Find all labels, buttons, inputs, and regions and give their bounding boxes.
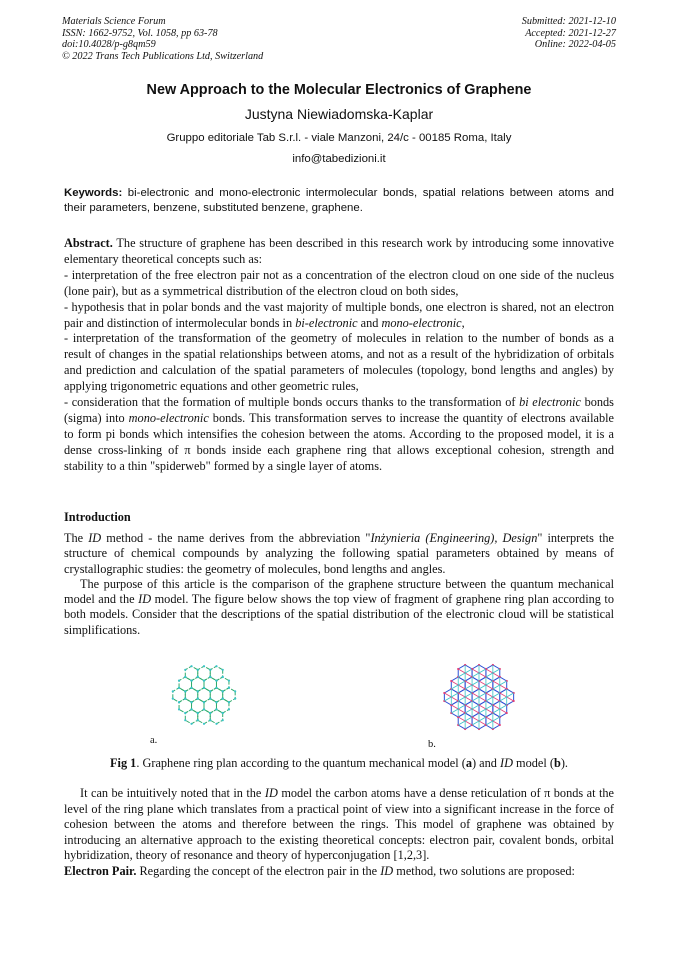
- caption-label: Fig 1: [110, 756, 137, 770]
- carbon-atom: [203, 665, 205, 667]
- carbon-atom: [190, 687, 192, 689]
- carbon-atom: [222, 669, 224, 671]
- carbon-atom: [184, 690, 186, 692]
- carbon-atom: [203, 723, 205, 725]
- caption-text: . Graphene ring plan according to the quantum mechanical model (: [136, 756, 466, 770]
- keywords-text: bi-electronic and mono-electronic intermolecular bonds, spatial relations between atoms and their parameters, benzene, substituted benzene, graphene.: [64, 187, 614, 214]
- figure-caption: [0, 756, 678, 771]
- abstract-term: bi electronic: [519, 395, 581, 410]
- abstract-point: - interpretation of the free electron pair not as a concentration of the electron cloud on one side of the nucleus (lone pair), but as a symmetrical distribution of the electron cloud on both sides,: [64, 267, 614, 298]
- caption-text: model (: [512, 756, 554, 770]
- caption-text: ).: [560, 756, 568, 770]
- figure-a-label: a.: [150, 735, 158, 746]
- carbon-atom: [172, 690, 174, 692]
- accepted-date: Accepted: 2021-12-27: [525, 27, 616, 39]
- carbon-atom: [203, 680, 205, 682]
- intro-text: " interprets the structure of chemical compounds by analyzing the following spatial parameters obtained by means of crystallographic studies: the geometry of molecules, bond lengths and angles.: [64, 531, 614, 576]
- carbon-atom: [228, 680, 230, 682]
- carbon-atom: [197, 712, 199, 714]
- hexagon-ring: [223, 688, 235, 702]
- carbon-atom: [234, 698, 236, 700]
- carbon-atom: [209, 719, 211, 721]
- figure-b-id-lattice: [436, 652, 522, 742]
- body-term: ID: [380, 863, 394, 878]
- intro-term: ID: [138, 592, 152, 607]
- abstract-text: The structure of graphene has been described in this research work by introducing some innovative elementary theoretical concepts such as:: [64, 236, 614, 266]
- intro-term: ID: [88, 531, 102, 545]
- caption-ref: b: [553, 756, 561, 770]
- body-paragraph: [64, 786, 614, 864]
- carbon-atom: [190, 723, 192, 725]
- carbon-atom: [228, 687, 230, 689]
- intro-paragraph: [64, 577, 614, 638]
- abstract-intro: [64, 236, 614, 268]
- introduction-body: [64, 531, 614, 638]
- carbon-atom: [178, 680, 180, 682]
- body-paragraph: [64, 864, 614, 880]
- journal-copyright: © 2022 Trans Tech Publications Ltd, Switzerland: [62, 50, 264, 62]
- carbon-atom: [209, 669, 211, 671]
- carbon-atom: [184, 676, 186, 678]
- carbon-atom: [178, 701, 180, 703]
- carbon-atom: [215, 701, 217, 703]
- journal-name: Materials Science Forum: [62, 16, 166, 27]
- carbon-atom: [197, 669, 199, 671]
- abstract-term: mono-electronic: [381, 315, 462, 330]
- carbon-atom: [215, 680, 217, 682]
- body-text-span: method, two solutions are proposed:: [393, 863, 575, 878]
- intro-term: Inżynieria (Engineering), Design: [370, 531, 538, 545]
- keywords-label: Keywords:: [64, 187, 123, 199]
- figure-b-label: b.: [428, 739, 436, 750]
- body-text-span: It can be intuitively noted that in the: [80, 786, 265, 800]
- abstract-point: [64, 395, 614, 475]
- carbon-atom: [209, 676, 211, 678]
- intro-text: The: [64, 531, 89, 545]
- caption-term: ID: [500, 756, 513, 770]
- abstract-text: and: [357, 315, 382, 330]
- carbon-atom: [197, 698, 199, 700]
- carbon-atom: [190, 708, 192, 710]
- intro-text: method - the name derives from the abbreviation ": [101, 531, 371, 545]
- carbon-atom: [184, 719, 186, 721]
- carbon-atom: [222, 690, 224, 692]
- introduction-heading: Introduction: [64, 510, 131, 524]
- carbon-atom: [197, 690, 199, 692]
- carbon-atom: [172, 698, 174, 700]
- carbon-atom: [197, 719, 199, 721]
- figure-a-graphene-lattice: [158, 654, 250, 736]
- abstract-point: [64, 300, 614, 332]
- caption-text: ) and: [472, 756, 500, 770]
- carbon-atom: [215, 665, 217, 667]
- body-text-span: Regarding the concept of the electron pair in the: [136, 863, 381, 878]
- carbon-atom: [209, 690, 211, 692]
- abstract-text: - consideration that the formation of multiple bonds occurs thanks to the transformation of: [64, 395, 520, 410]
- caption-ref: a: [465, 756, 472, 770]
- abstract-text: ,: [461, 315, 465, 330]
- carbon-atom: [215, 687, 217, 689]
- abstract-point: - interpretation of the transformation of the geometry of molecules in relation to the number of bonds as a result of changes in the spatial relationships between atoms, and not as a result of the hybridization of orbitals and prediction and calculation of the spatial parameters of molecules (topology, bond lengths and angles) by applying trigonometric equations and other geometric rules,: [64, 331, 614, 394]
- section-label: Electron Pair.: [64, 863, 137, 878]
- journal-issn: ISSN: 1662-9752, Vol. 1058, pp 63-78: [62, 27, 218, 39]
- carbon-atom: [228, 708, 230, 710]
- abstract-term: mono-electronic: [128, 410, 209, 425]
- intro-text: model. The figure below shows the top view of fragment of graphene ring plan according to both models. Consider that the descriptions of the spatial distribution of the electronic cloud will be statistical simplifications.: [64, 592, 614, 637]
- carbon-atom: [178, 708, 180, 710]
- dates-meta: [522, 16, 616, 51]
- abstract: [64, 236, 614, 475]
- body-text: [64, 786, 614, 879]
- author-email[interactable]: info@tabedizioni.it: [292, 153, 386, 165]
- abstract-text: bonds (sigma) into: [64, 395, 614, 425]
- online-date: Online: 2022-04-05: [534, 39, 616, 51]
- carbon-atom: [190, 665, 192, 667]
- carbon-atom: [203, 687, 205, 689]
- abstract-text: - hypothesis that in polar bonds and the vast majority of multiple bonds, one electron is shared, not an electron pair and distinction of intermolecular bonds in: [64, 299, 614, 330]
- carbon-atom: [222, 712, 224, 714]
- intro-text: The purpose of this article is the comparison of the graphene structure between the quantum mechanical model and the: [64, 576, 614, 607]
- carbon-atom: [190, 680, 192, 682]
- carbon-atom: [215, 723, 217, 725]
- carbon-atom: [178, 687, 180, 689]
- intro-paragraph: [64, 531, 614, 577]
- body-term: ID: [264, 786, 278, 800]
- carbon-atom: [184, 698, 186, 700]
- carbon-atom: [209, 712, 211, 714]
- carbon-atom: [222, 698, 224, 700]
- abstract-text: bonds. This transformation serves to increase the quantity of electrons available to form pi bonds which intensifies the cohesion between the atoms. According to the proposed model, it is a dense cross-linking of π bonds inside each graphene ring that allows exceptional cohesion, strength and stability to a thin "spiderweb" formed by a single layer of atoms.: [64, 410, 614, 473]
- carbon-atom: [203, 701, 205, 703]
- carbon-atom: [209, 698, 211, 700]
- journal-doi: doi:10.4028/p-g8qm59: [62, 39, 156, 51]
- submitted-date: Submitted: 2021-12-10: [521, 16, 616, 27]
- journal-meta: [62, 16, 263, 62]
- carbon-atom: [190, 701, 192, 703]
- body-text-span: model the carbon atoms have a dense reticulation of π bonds at the level of the ring plane which translates from a practical point of view into a significant increase in the force of cohesion between the atoms and therefore between the rings. This model of graphene was obtained by introducing an alternative approach to the existing theoretical concepts: electron pair, covalent bonds, orbital hybridization, theory of resonance and theory of hyperconjugation [1,2,3].: [64, 786, 614, 862]
- affiliation: Gruppo editoriale Tab S.r.l. - viale Manzoni, 24/c - 00185 Roma, Italy: [166, 132, 512, 144]
- abstract-label: Abstract.: [64, 236, 113, 250]
- carbon-atom: [184, 669, 186, 671]
- keywords: [64, 186, 614, 216]
- carbon-atom: [184, 712, 186, 714]
- carbon-atom: [222, 719, 224, 721]
- abstract-term: bi-electronic: [295, 315, 358, 330]
- author-name: Justyna Niewiadomska-Kaplar: [244, 106, 434, 122]
- carbon-atom: [228, 701, 230, 703]
- carbon-atom: [203, 708, 205, 710]
- carbon-atom: [197, 676, 199, 678]
- carbon-atom: [234, 690, 236, 692]
- carbon-atom: [215, 708, 217, 710]
- paper-title: New Approach to the Molecular Electronics of Graphene: [146, 82, 532, 98]
- carbon-atom: [222, 676, 224, 678]
